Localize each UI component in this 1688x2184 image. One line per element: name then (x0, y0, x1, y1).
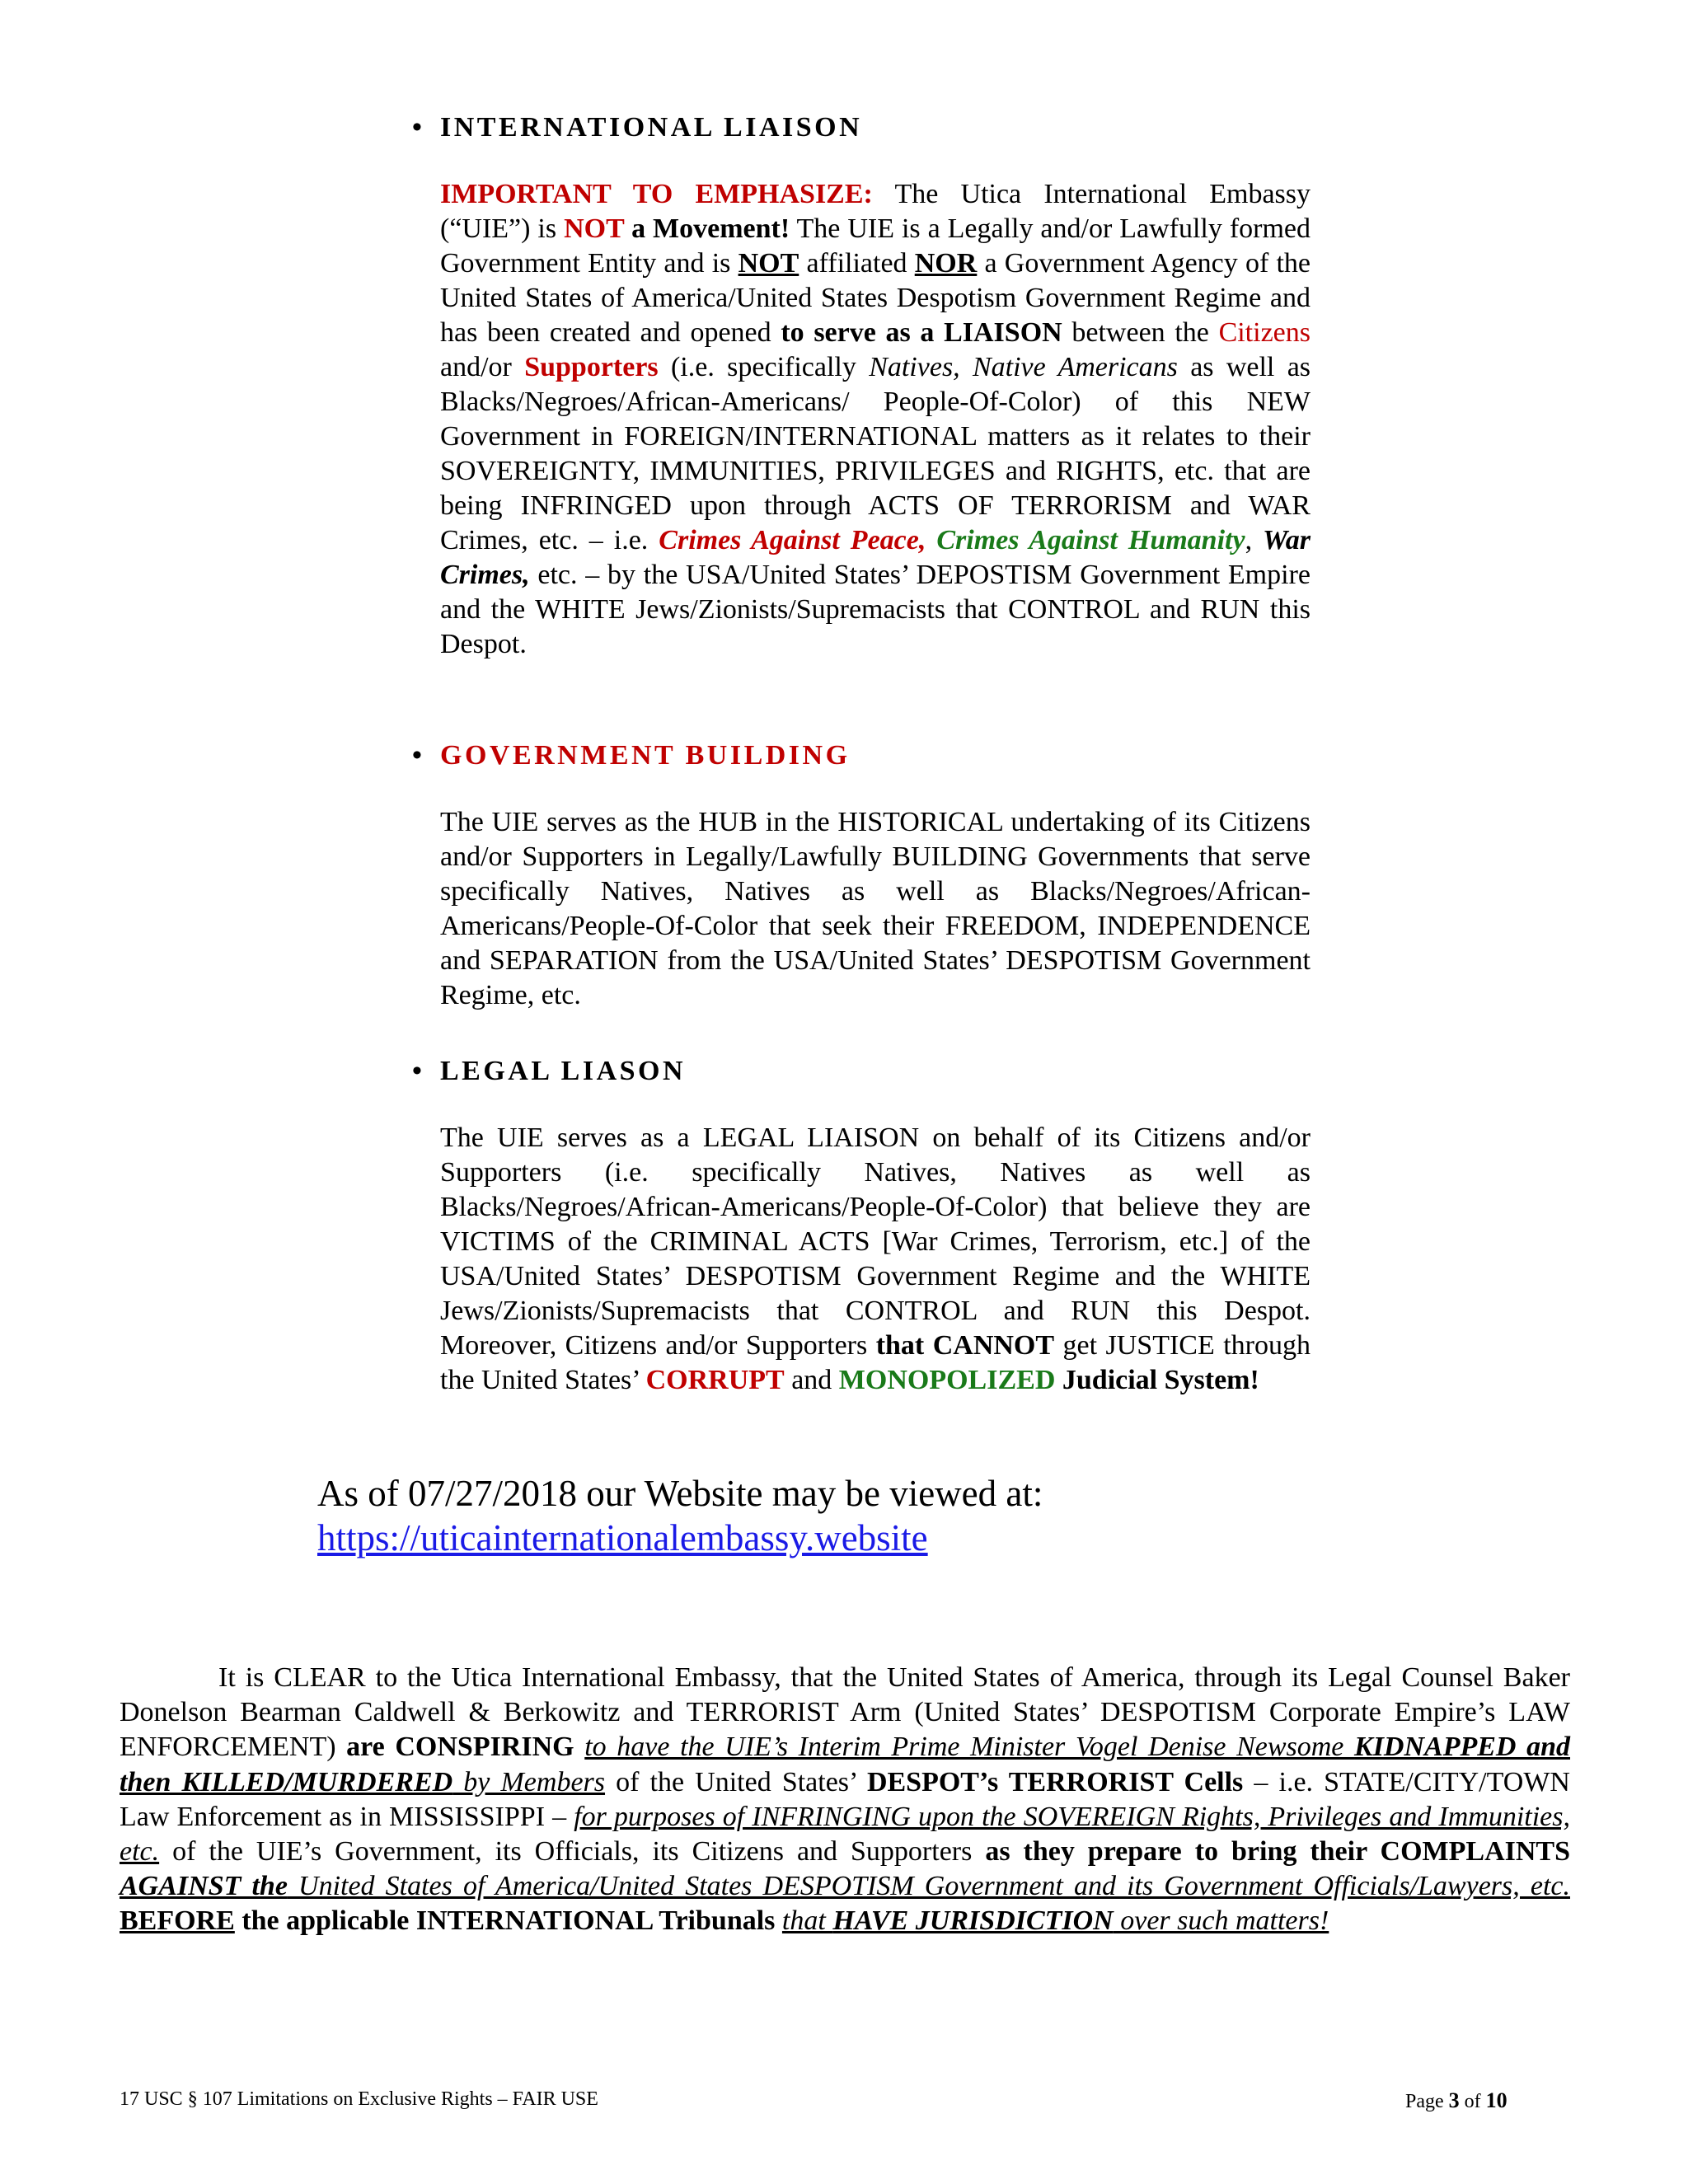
section-paragraph: IMPORTANT TO EMPHASIZE: The Utica International Embassy (“UIE”) is NOT a Movement! The UIE is a Legally and/or Lawfully formed Government Entity and is NOT affiliated NOR a Government Agency of the United States of America/United States Despotism Government Regime and has been created and opened to serve as a LIAISON between the Citizens and/or Supporters (i.e. specifically Natives, Native Americans as well as Blacks/Negroes/African-Americans/ People-Of-Color) of this NEW Government in FOREIGN/INTERNATIONAL matters as it relates to their SOVEREIGNTY, IMMUNITIES, PRIVILEGES and RIGHTS, etc. that are being INFRINGED upon through ACTS OF TERRORISM and WAR Crimes, etc. – i.e. Crimes Against Peace, Crimes Against Humanity, War Crimes, etc. – by the USA/United States’ DEPOSTISM Government Empire and the WHITE Jews/Zionists/Supremacists that CONTROL and RUN this Despot. (440, 179, 1311, 659)
section-heading: • LEGAL LIASON (412, 1056, 687, 1086)
section-paragraph: The UIE serves as the HUB in the HISTORICAL undertaking of its Citizens and/or Supporters in Legally/Lawfully BUILDING Governments that serve specifically Natives, Natives as well as Blacks/Negroes/African-Americans/People-Of-Color that seek their FREEDOM, INDEPENDENCE and SEPARATION from the USA/United States’ DESPOTISM Government Regime, etc. (440, 807, 1311, 1010)
closing-paragraph: It is CLEAR to the Utica International Embassy, that the United States of America, through its Legal Counsel Baker Donelson Bearman Caldwell & Berkowitz and TERRORIST Arm (United States’ DESPOTISM Corporate Empire’s LAW ENFORCEMENT) are CONSPIRING to have the UIE’s Interim Prime Minister Vogel Denise Newsome KIDNAPPED and then KILLED/MURDERED by Members of the United States’ DESPOT’s TERRORIST Cells – i.e. STATE/CITY/TOWN Law Enforcement as in MISSISSIPPI – for purposes of INFRINGING upon the SOVEREIGN Rights, Privileges and Immunities, etc. of the UIE’s Government, its Officials, its Citizens and Supporters as they prepare to bring their COMPLAINTS AGAINST the United States of America/United States DESPOTISM Government and its Government Officials/Lawyers, etc. BEFORE the applicable INTERNATIONAL Tribunals that HAVE JURISDICTION over such matters! (120, 1662, 1571, 1937)
bullet-icon: • (412, 112, 422, 143)
section-international-liaison (412, 111, 1311, 662)
website-notice (317, 1471, 1043, 1560)
bullet-icon: • (412, 740, 422, 771)
footer-citation: 17 USC § 107 Limitations on Exclusive Rights – FAIR USE (120, 2088, 598, 2110)
section-legal-liason (412, 1055, 1311, 1398)
section-paragraph: The UIE serves as a LEGAL LIAISON on behalf of its Citizens and/or Supporters (i.e. specifically Natives, Natives as well as Blacks/Negroes/African-Americans/People-Of-Color) that believe they are VICTIMS of the CRIMINAL ACTS [War Crimes, Terrorism, etc.] of the USA/United States’ DESPOTISM Government Regime and the WHITE Jews/Zionists/Supremacists that CONTROL and RUN this Despot. Moreover, Citizens and/or Supporters that CANNOT get JUSTICE through the United States’ CORRUPT and MONOPOLIZED Judicial System! (440, 1122, 1311, 1395)
bullet-icon: • (412, 1056, 422, 1086)
website-line: As of 07/27/2018 our Website may be viewed at: (317, 1473, 1043, 1514)
section-heading: • INTERNATIONAL LIAISON (412, 112, 863, 143)
section-government-building (412, 739, 1311, 1013)
page-number: Page 3 of 10 (1405, 2088, 1507, 2112)
website-link[interactable]: https://uticainternationalembassy.website (317, 1517, 928, 1558)
section-heading: • GOVERNMENT BUILDING (412, 740, 851, 771)
